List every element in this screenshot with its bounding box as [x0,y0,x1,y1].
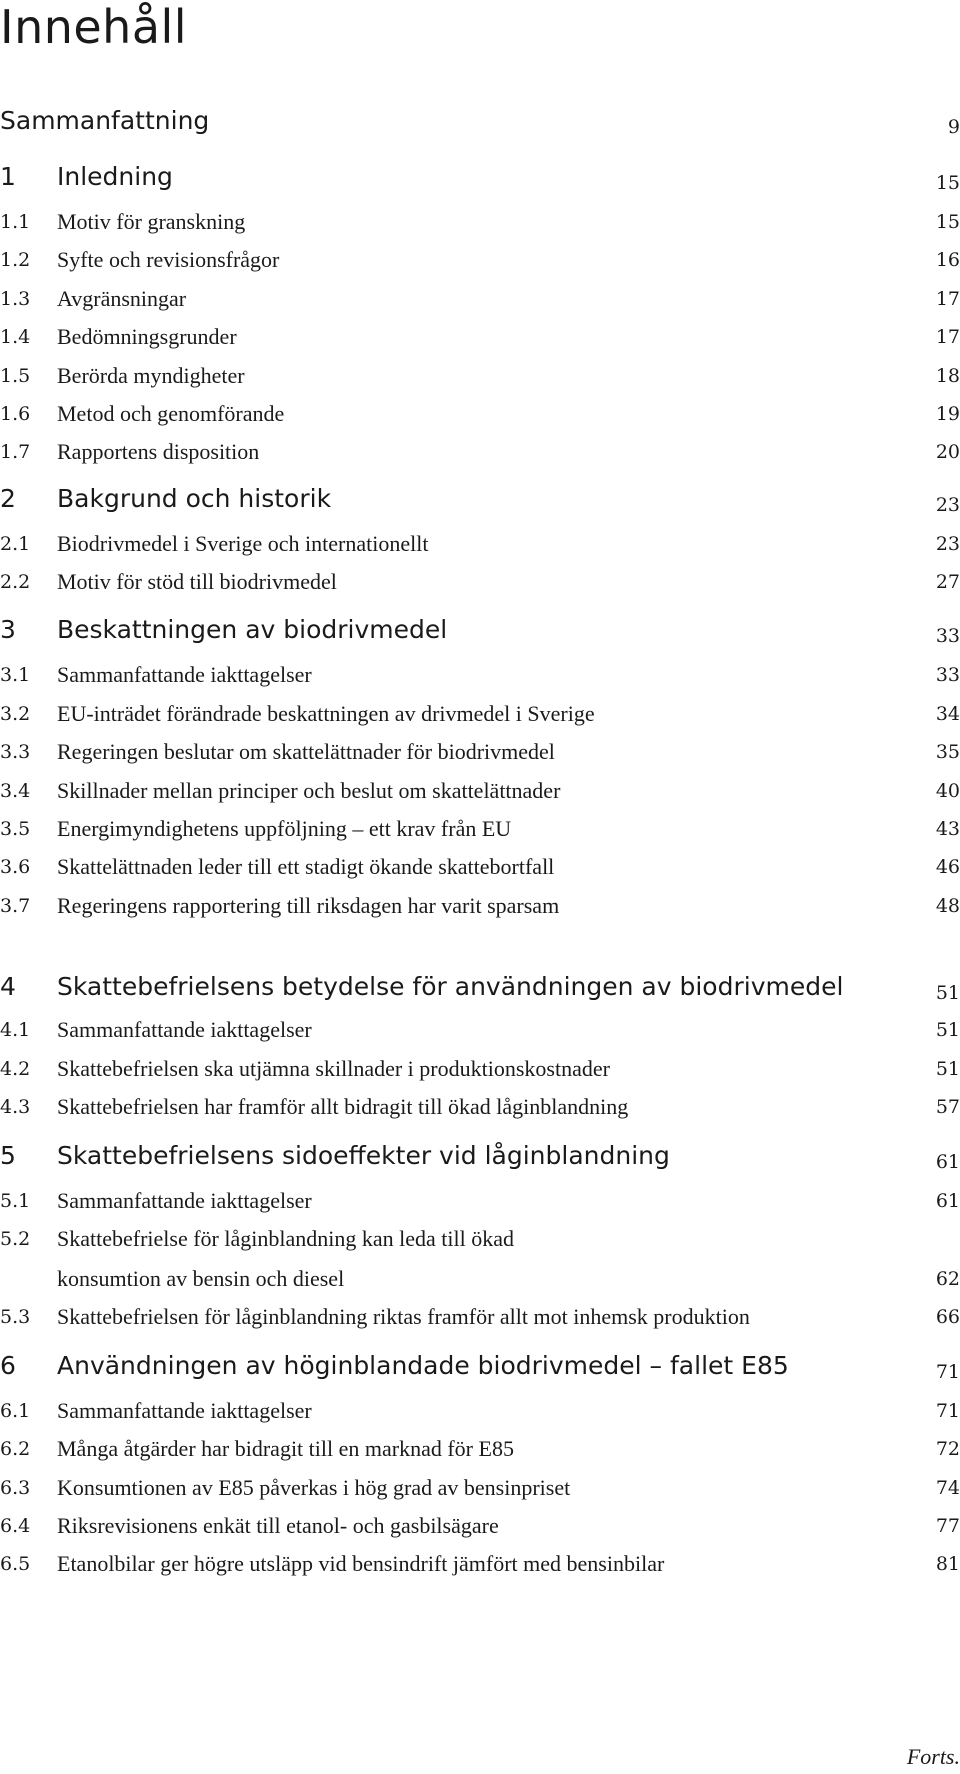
entry-number: 6.1 [0,1400,31,1422]
entry-page: 15 [935,172,960,194]
entry-number: 2 [0,484,16,513]
entry-title: Motiv för stöd till biodrivmedel [57,569,337,594]
entry-page: 16 [935,249,960,271]
entry-title: Syfte och revisionsfrågor [57,247,280,272]
entry-page: 35 [935,741,960,763]
entry-page: 77 [935,1515,960,1537]
entry-number: 6.4 [0,1515,31,1537]
entry-title: Avgränsningar [57,286,187,311]
entry-number: 4.3 [0,1096,31,1118]
entry-page: 9 [947,116,960,138]
entry-title: Motiv för granskning [57,209,246,234]
entry-title: Bedömningsgrunder [57,324,237,349]
page-title: Innehåll [0,0,188,54]
entry-title: Energimyndighetens uppföljning – ett krav från EU [57,816,512,841]
entry-page: 57 [935,1096,960,1118]
entry-page: 61 [935,1190,960,1212]
entry-page: 71 [935,1400,960,1422]
entry-number: 5.2 [0,1228,31,1250]
entry-page: 34 [935,703,960,725]
entry-page: 74 [935,1477,960,1499]
entry-number: 6.5 [0,1553,31,1575]
entry-title: Regeringens rapportering till riksdagen har varit sparsam [57,893,560,918]
entry-number: 3.2 [0,703,31,725]
entry-page: 48 [935,895,960,917]
entry-number: 3.6 [0,856,31,878]
entry-page: 15 [935,211,960,233]
entry-number: 3.3 [0,741,31,763]
entry-page: 33 [935,625,960,647]
entry-page: 23 [935,533,960,555]
entry-page: 51 [935,1019,960,1041]
entry-number: 5.3 [0,1306,31,1328]
entry-number: 1.5 [0,365,31,387]
entry-title: Skattebefrielsen har framför allt bidragit till ökad låginblandning [57,1094,629,1119]
entry-title: Riksrevisionens enkät till etanol- och gasbilsägare [57,1513,499,1538]
entry-number: 1.6 [0,403,31,425]
entry-title: Sammanfattning [0,106,210,135]
entry-number: 4 [0,972,16,1001]
entry-title: Skattebefrielse för låginblandning kan leda till ökad [57,1226,514,1251]
entry-title: Skattebefrielsens sidoeffekter vid låginblandning [57,1141,670,1170]
entry-title: Skattebefrielsens betydelse för användningen av biodrivmedel [57,972,844,1001]
entry-title: Biodrivmedel i Sverige och internationellt [57,531,429,556]
entry-number: 5 [0,1141,16,1170]
entry-page: 19 [935,403,960,425]
entry-page: 17 [935,326,960,348]
entry-number: 6.3 [0,1477,31,1499]
entry-title: Många åtgärder har bidragit till en marknad för E85 [57,1436,514,1461]
entry-title: Beskattningen av biodrivmedel [57,615,448,644]
entry-title: Etanolbilar ger högre utsläpp vid bensindrift jämfört med bensinbilar [57,1551,665,1576]
entry-number: 1.1 [0,211,31,233]
entry-page: 81 [935,1553,960,1575]
entry-page: 66 [935,1306,960,1328]
entry-title: Användningen av höginblandade biodrivmedel – fallet E85 [57,1351,789,1380]
entry-number: 3.1 [0,664,31,686]
entry-number: 3 [0,615,16,644]
entry-number: 1.4 [0,326,31,348]
entry-number: 1.2 [0,249,31,271]
entry-page: 72 [935,1438,960,1460]
entry-page: 20 [935,441,960,463]
entry-title: Sammanfattande iakttagelser [57,1017,312,1042]
entry-title: Berörda myndigheter [57,363,245,388]
entry-title: Skattebefrielsen för låginblandning riktas framför allt mot inhemsk produktion [57,1304,750,1329]
entry-number: 1.3 [0,288,31,310]
entry-title: Sammanfattande iakttagelser [57,662,312,687]
entry-title: Inledning [57,162,173,191]
entry-title: Sammanfattande iakttagelser [57,1188,312,1213]
entry-page: 61 [935,1151,960,1173]
entry-title: Skattelättnaden leder till ett stadigt ökande skattebortfall [57,854,555,879]
entry-page: 51 [935,982,960,1004]
entry-number: 3.4 [0,780,31,802]
entry-number: 3.5 [0,818,31,840]
entry-title: Skillnader mellan principer och beslut om skattelättnader [57,778,561,803]
entry-title: Konsumtionen av E85 påverkas i hög grad av bensinpriset [57,1475,571,1500]
entry-title: Bakgrund och historik [57,484,332,513]
entry-page: 17 [935,288,960,310]
entry-page: 51 [935,1058,960,1080]
entry-title: EU-inträdet förändrade beskattningen av drivmedel i Sverige [57,701,595,726]
entry-title: Sammanfattande iakttagelser [57,1398,312,1423]
entry-title: Regeringen beslutar om skattelättnader för biodrivmedel [57,739,555,764]
entry-number: 6 [0,1351,16,1380]
entry-page: 40 [935,780,960,802]
entry-title: Metod och genomförande [57,401,285,426]
entry-number: 2.2 [0,571,31,593]
entry-number: 2.1 [0,533,31,555]
continued-note: Forts. [906,1744,960,1769]
entry-page: 62 [935,1268,960,1290]
entry-page: 23 [935,494,960,516]
entry-page: 18 [935,365,960,387]
entry-title: konsumtion av bensin och diesel [57,1266,345,1291]
entry-number: 5.1 [0,1190,31,1212]
entry-page: 43 [935,818,960,840]
entry-number: 3.7 [0,895,31,917]
entry-number: 1.7 [0,441,31,463]
entry-number: 6.2 [0,1438,31,1460]
entry-title: Skattebefrielsen ska utjämna skillnader i produktionskostnader [57,1056,610,1081]
entry-number: 4.1 [0,1019,31,1041]
entry-number: 1 [0,162,16,191]
entry-title: Rapportens disposition [57,439,260,464]
entry-page: 33 [935,664,960,686]
entry-page: 27 [935,571,960,593]
entry-number: 4.2 [0,1058,31,1080]
entry-page: 46 [935,856,960,878]
entry-page: 71 [935,1361,960,1383]
